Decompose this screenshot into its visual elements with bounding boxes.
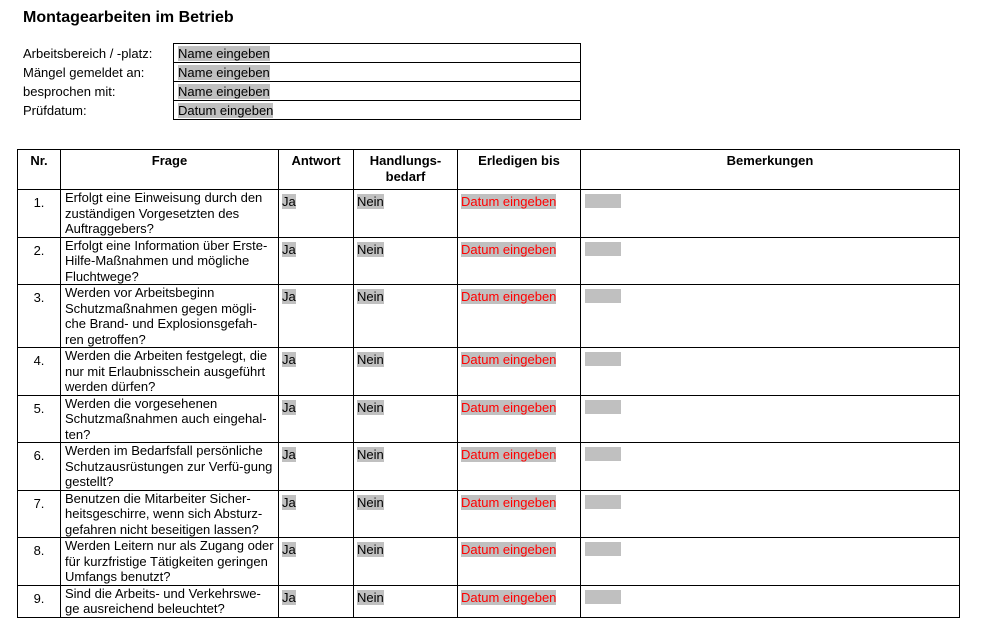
remark-cell[interactable] xyxy=(581,538,960,586)
action-field[interactable]: Nein xyxy=(357,494,384,510)
row-question: Werden die vorgesehenen Schutzmaßnahmen auch eingehal-ten? xyxy=(61,395,279,443)
row-question: Erfolgt eine Einweisung durch den zuständigen Vorgesetzten des Auftraggebers? xyxy=(61,190,279,238)
meta-row xyxy=(23,44,581,63)
action-cell[interactable] xyxy=(354,538,458,586)
answer-field[interactable]: Ja xyxy=(282,352,296,367)
answer-field[interactable]: Ja xyxy=(282,289,296,304)
table-row xyxy=(18,585,960,617)
remark-cell[interactable] xyxy=(581,443,960,491)
row-nr: 4. xyxy=(18,348,61,396)
header-nr: Nr. xyxy=(18,150,61,190)
due-date-field[interactable]: Datum eingeben xyxy=(461,494,557,510)
due-cell[interactable] xyxy=(458,285,581,348)
due-cell[interactable] xyxy=(458,443,581,491)
remark-cell[interactable] xyxy=(581,348,960,396)
action-field[interactable]: Nein xyxy=(357,352,384,367)
remark-field[interactable] xyxy=(585,352,621,366)
action-cell[interactable] xyxy=(354,285,458,348)
remark-field[interactable] xyxy=(585,590,621,604)
action-cell[interactable] xyxy=(354,443,458,491)
due-date-field[interactable]: Datum eingeben xyxy=(461,352,557,367)
due-cell[interactable] xyxy=(458,237,581,285)
action-field[interactable]: Nein xyxy=(357,289,384,304)
header-action xyxy=(354,150,458,190)
table-row xyxy=(18,348,960,396)
remark-cell[interactable] xyxy=(581,585,960,617)
table-row xyxy=(18,190,960,238)
remark-field[interactable] xyxy=(585,242,621,256)
row-question: Werden die Arbeiten festgelegt, die nur mit Erlaubnisschein ausgeführt werden dürfen? xyxy=(61,348,279,396)
meta-label: Arbeitsbereich / -platz: xyxy=(23,45,153,61)
remark-cell[interactable] xyxy=(581,190,960,238)
action-cell[interactable] xyxy=(354,348,458,396)
meta-field[interactable] xyxy=(174,101,581,120)
header-answer: Antwort xyxy=(279,150,354,190)
meta-label: besprochen mit: xyxy=(23,83,116,99)
meta-field-value[interactable]: Name eingeben xyxy=(178,64,270,80)
header-action-line2: bedarf xyxy=(385,168,426,184)
meta-label: Prüfdatum: xyxy=(23,102,87,118)
meta-table xyxy=(23,43,581,120)
action-cell[interactable] xyxy=(354,395,458,443)
table-row xyxy=(18,395,960,443)
meta-field-value[interactable]: Name eingeben xyxy=(178,45,270,61)
answer-field[interactable]: Ja xyxy=(282,542,296,557)
header-question: Frage xyxy=(61,150,279,190)
header-action-line1: Handlungs- xyxy=(369,153,442,168)
action-cell[interactable] xyxy=(354,190,458,238)
table-row xyxy=(18,237,960,285)
row-question: Erfolgt eine Information über Erste-Hilfe-Maßnahmen und mögliche Fluchtwege? xyxy=(61,237,279,285)
remark-cell[interactable] xyxy=(581,395,960,443)
remark-field[interactable] xyxy=(585,289,621,303)
row-nr: 2. xyxy=(18,237,61,285)
due-cell[interactable] xyxy=(458,490,581,538)
row-question: Benutzen die Mitarbeiter Sicher-heitsgeschirre, wenn sich Absturz-gefahren nicht beseitigen lassen? xyxy=(61,490,279,538)
remark-cell[interactable] xyxy=(581,285,960,348)
row-question: Werden vor Arbeitsbeginn Schutzmaßnahmen gegen mögli-che Brand- und Explosionsgefah-ren getroffen? xyxy=(61,285,279,348)
row-nr: 3. xyxy=(18,285,61,348)
action-cell[interactable] xyxy=(354,237,458,285)
meta-field[interactable] xyxy=(174,82,581,101)
remark-cell[interactable] xyxy=(581,237,960,285)
due-date-field[interactable]: Datum eingeben xyxy=(461,194,557,209)
due-date-field[interactable]: Datum eingeben xyxy=(461,447,557,462)
row-nr: 9. xyxy=(18,585,61,617)
table-row xyxy=(18,443,960,491)
answer-cell[interactable] xyxy=(279,190,354,238)
answer-field[interactable]: Ja xyxy=(282,241,296,257)
header-due: Erledigen bis xyxy=(458,150,581,190)
answer-cell[interactable] xyxy=(279,443,354,491)
answer-cell[interactable] xyxy=(279,348,354,396)
answer-field[interactable]: Ja xyxy=(282,399,296,415)
action-field[interactable]: Nein xyxy=(357,542,384,557)
page-title: Montagearbeiten im Betrieb xyxy=(23,9,234,26)
header-remarks: Bemerkungen xyxy=(581,150,960,190)
due-cell[interactable] xyxy=(458,585,581,617)
due-cell[interactable] xyxy=(458,538,581,586)
remark-cell[interactable] xyxy=(581,490,960,538)
row-nr: 1. xyxy=(18,190,61,238)
meta-field[interactable] xyxy=(174,44,581,63)
row-nr: 6. xyxy=(18,443,61,491)
due-cell[interactable] xyxy=(458,395,581,443)
row-question: Werden Leitern nur als Zugang oder für kurzfristige Tätigkeiten geringen Umfangs benutzt? xyxy=(61,538,279,586)
answer-cell[interactable] xyxy=(279,585,354,617)
due-date-field[interactable]: Datum eingeben xyxy=(461,542,557,557)
meta-field-value[interactable]: Datum eingeben xyxy=(178,102,274,118)
checklist-table xyxy=(17,149,960,618)
due-cell[interactable] xyxy=(458,348,581,396)
remark-field[interactable] xyxy=(585,447,621,461)
row-question: Sind die Arbeits- und Verkehrswe-ge ausreichend beleuchtet? xyxy=(61,585,279,617)
due-date-field[interactable]: Datum eingeben xyxy=(461,241,557,257)
table-row xyxy=(18,538,960,586)
remark-field[interactable] xyxy=(585,542,621,556)
meta-row xyxy=(23,63,581,82)
due-date-field[interactable]: Datum eingeben xyxy=(461,289,557,304)
action-field[interactable]: Nein xyxy=(357,194,384,209)
due-date-field[interactable]: Datum eingeben xyxy=(461,399,557,415)
action-field[interactable]: Nein xyxy=(357,241,384,257)
due-date-field[interactable]: Datum eingeben xyxy=(461,589,557,605)
action-cell[interactable] xyxy=(354,585,458,617)
answer-cell[interactable] xyxy=(279,395,354,443)
answer-field[interactable]: Ja xyxy=(282,194,296,209)
answer-field[interactable]: Ja xyxy=(282,494,296,510)
remark-field[interactable] xyxy=(585,194,621,208)
row-nr: 5. xyxy=(18,395,61,443)
answer-field[interactable]: Ja xyxy=(282,589,296,605)
meta-row xyxy=(23,82,581,101)
remark-field[interactable] xyxy=(585,495,621,509)
meta-field[interactable] xyxy=(174,63,581,82)
action-cell[interactable] xyxy=(354,490,458,538)
answer-cell[interactable] xyxy=(279,285,354,348)
remark-field[interactable] xyxy=(585,400,621,414)
table-row xyxy=(18,490,960,538)
table-row xyxy=(18,285,960,348)
row-question: Werden im Bedarfsfall persönliche Schutzausrüstungen zur Verfü-gung gestellt? xyxy=(61,443,279,491)
answer-cell[interactable] xyxy=(279,538,354,586)
meta-row xyxy=(23,101,581,120)
meta-field-value[interactable]: Name eingeben xyxy=(178,83,270,99)
action-field[interactable]: Nein xyxy=(357,447,384,462)
action-field[interactable]: Nein xyxy=(357,399,384,415)
header-row xyxy=(18,150,960,190)
due-cell[interactable] xyxy=(458,190,581,238)
action-field[interactable]: Nein xyxy=(357,589,384,605)
answer-field[interactable]: Ja xyxy=(282,447,296,462)
meta-label: Mängel gemeldet an: xyxy=(23,64,145,80)
row-nr: 8. xyxy=(18,538,61,586)
row-nr: 7. xyxy=(18,490,61,538)
answer-cell[interactable] xyxy=(279,237,354,285)
answer-cell[interactable] xyxy=(279,490,354,538)
